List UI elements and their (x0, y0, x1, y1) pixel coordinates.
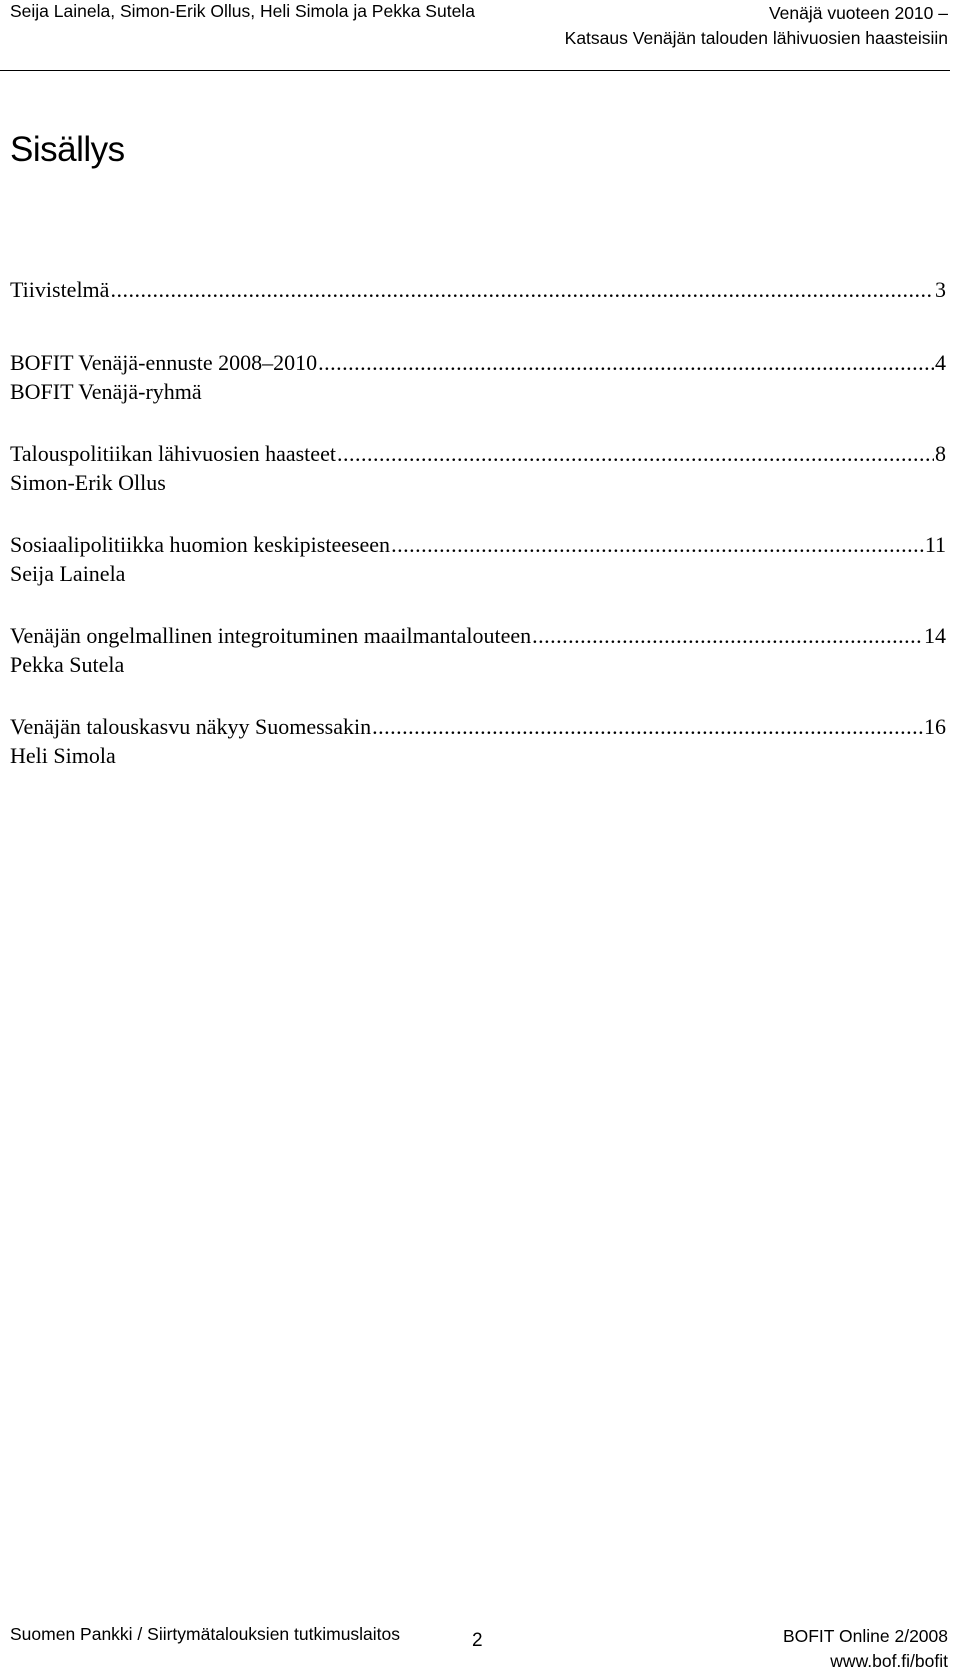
toc-entry-author: BOFIT Venäjä-ryhmä (10, 379, 202, 404)
toc-heading: Sisällys (10, 130, 125, 169)
toc-leader-dots (110, 275, 934, 304)
page-header (10, 0, 948, 72)
toc-entry-author: Pekka Sutela (10, 652, 125, 677)
toc-entry[interactable] (10, 348, 946, 406)
header-series-title: Venäjä vuoteen 2010 – (768, 3, 948, 23)
header-subtitle: Katsaus Venäjän talouden lähivuosien haasteisiin (564, 28, 948, 48)
footer-institution: Suomen Pankki / Siirtymätalouksien tutkimuslaitos (10, 1624, 401, 1644)
toc-leader-dots (532, 621, 923, 650)
footer-page-number: 2 (472, 1630, 483, 1651)
toc-entry-page: 8 (935, 441, 946, 466)
toc-entry-page: 14 (924, 623, 946, 648)
footer-publication-info (783, 1624, 948, 1674)
header-publication-title (565, 1, 948, 51)
toc-entry-title: BOFIT Venäjä-ennuste 2008–2010 (10, 350, 318, 375)
toc-entry-page: 16 (924, 714, 946, 739)
toc-entry-title: Tiivistelmä (10, 277, 110, 302)
toc-leader-dots (372, 712, 923, 741)
toc-entry-title: Talouspolitiikan lähivuosien haasteet (10, 441, 336, 466)
page-footer (10, 1622, 948, 1672)
footer-publication: BOFIT Online 2/2008 (782, 1626, 948, 1646)
toc-entry[interactable] (10, 621, 946, 679)
toc-leader-dots (337, 439, 934, 468)
toc-entry-author: Heli Simola (10, 743, 116, 768)
toc-entry[interactable] (10, 275, 946, 304)
toc-entry[interactable] (10, 439, 946, 497)
footer-url[interactable]: www.bof.fi/bofit (830, 1651, 948, 1671)
toc-entry-title: Sosiaalipolitiikka huomion keskipisteeseen (10, 532, 391, 557)
header-authors: Seija Lainela, Simon-Erik Ollus, Heli Simola ja Pekka Sutela (10, 1, 475, 21)
toc-entry-author: Seija Lainela (10, 561, 126, 586)
toc-entry-title: Venäjän talouskasvu näkyy Suomessakin (10, 714, 372, 739)
toc-entry-author: Simon-Erik Ollus (10, 470, 166, 495)
toc-entry[interactable] (10, 530, 946, 588)
table-of-contents (10, 275, 946, 803)
toc-entry-title: Venäjän ongelmallinen integroituminen maailmantalouteen (10, 623, 532, 648)
toc-entry-page: 4 (935, 350, 946, 375)
header-divider (0, 70, 950, 71)
toc-leader-dots (318, 348, 934, 377)
toc-entry-page: 3 (935, 277, 946, 302)
toc-entry-page: 11 (924, 532, 946, 557)
toc-leader-dots (391, 530, 924, 559)
toc-entry[interactable] (10, 712, 946, 770)
